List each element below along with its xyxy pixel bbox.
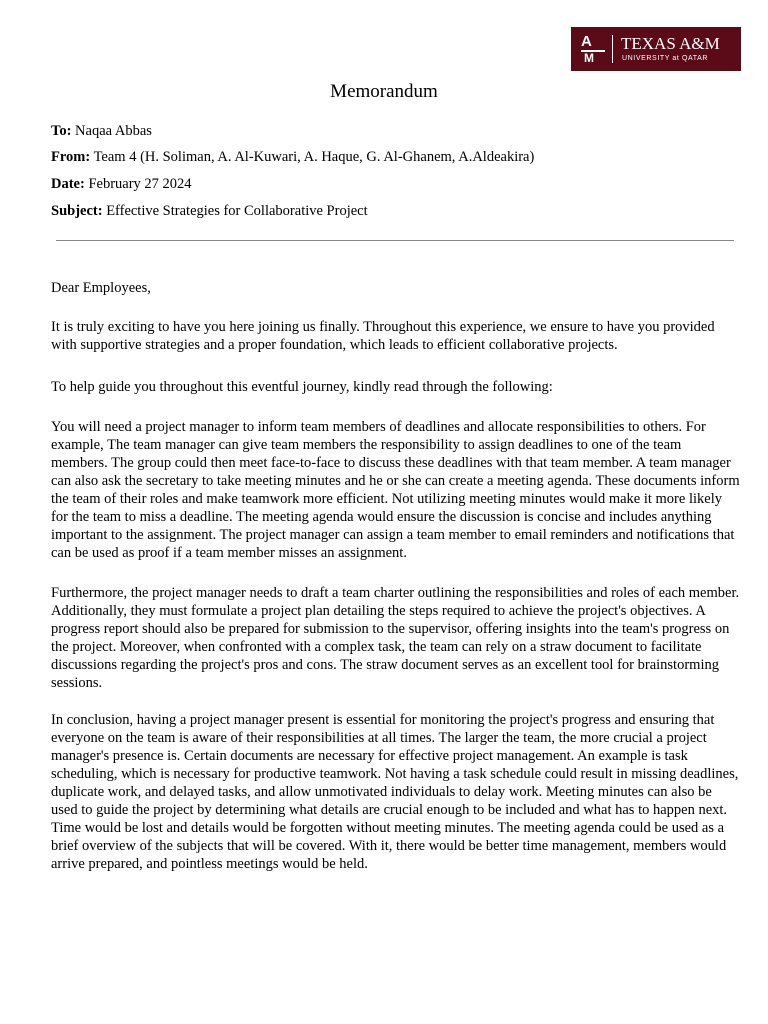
logo-divider <box>612 35 613 63</box>
paragraph-guide: To help guide you throughout this eventful journey, kindly read through the following: <box>51 379 553 395</box>
memo-title: Memorandum <box>330 81 438 102</box>
memo-date-label: Date: <box>51 176 85 192</box>
memo-from-line <box>51 148 534 166</box>
memo-from-value: Team 4 (H. Soliman, A. Al-Kuwari, A. Haque, G. Al-Ghanem, A.Aldeakira) <box>93 149 535 165</box>
paragraph-project-manager: You will need a project manager to inform team members of deadlines and allocate responsibilities to others. For example, The team manager can give team members the responsibility to assign deadlines to one of the team members. The group could then meet face-to-face to discuss these deadlines with that team member. A team manager can also ask the secretary to take meeting minutes and he or she can create a meeting agenda. These documents inform the team of their roles and make teamwork more efficient. Not utilizing meeting minutes would make it more likely for the team to miss a deadline. The meeting agenda would ensure the discussion is concise and includes anything important to the assignment. The project manager can assign a team member to email reminders and notifications that can be used as proof if a team member misses an assignment. <box>51 419 740 561</box>
memo-subject-line <box>51 202 368 220</box>
memo-from-label: From: <box>51 149 91 165</box>
paragraph-intro: It is truly exciting to have you here joining us finally. Throughout this experience, we ensure to have you provided with supportive strategies and a proper foundation, which leads to efficient collaborative projects. <box>51 319 715 353</box>
header-divider <box>56 240 734 241</box>
logo-mark-bottom: M <box>584 51 594 65</box>
logo-mark-top: A <box>581 33 591 50</box>
memo-to-value: Naqaa Abbas <box>75 123 152 139</box>
paragraph-team-charter: Furthermore, the project manager needs to draft a team charter outlining the responsibilities and roles of each member. Additionally, they must formulate a project plan detailing the steps required to achieve the project's objectives. A progress report should also be prepared for submission to the supervisor, offering insights into the team's progress on the project. Moreover, when confronted with a complex task, the team can rely on a straw document to facilitate discussions regarding the project's pros and cons. The straw document serves as an excellent tool for brainstorming sessions. <box>51 585 740 691</box>
memo-to-label: To: <box>51 123 72 139</box>
memo-date-value: February 27 2024 <box>88 176 192 192</box>
texas-am-qatar-logo <box>571 27 741 71</box>
logo-subtitle: UNIVERSITY at QATAR <box>622 55 709 62</box>
paragraph-conclusion: In conclusion, having a project manager present is essential for monitoring the project's progress and ensuring that everyone on the team is aware of their responsibilities at all times. The larger the team, the more crucial a project manager's presence is. Certain documents are necessary for effective project management. An example is task scheduling, which is necessary for productive teamwork. Not having a task schedule could result in missing deadlines, duplicate work, and delayed tasks, and allow unmotivated individuals to delay work. Meeting minutes can also be used to guide the project by determining what details are crucial enough to be included and what has to happen next. Time would be lost and details would be forgotten without meeting minutes. The meeting agenda could be used as a brief overview of the subjects that will be covered. With it, there would be better time management, members would arrive prepared, and pointless meetings would be held. <box>51 712 739 872</box>
logo-title: TEXAS A&M <box>621 34 720 53</box>
memo-date-line <box>51 175 192 193</box>
atm-logo-mark <box>581 34 606 64</box>
greeting: Dear Employees, <box>51 280 151 296</box>
memo-subject-label: Subject: <box>51 203 103 219</box>
memo-subject-value: Effective Strategies for Collaborative Project <box>106 203 368 219</box>
memo-to-line <box>51 122 152 140</box>
